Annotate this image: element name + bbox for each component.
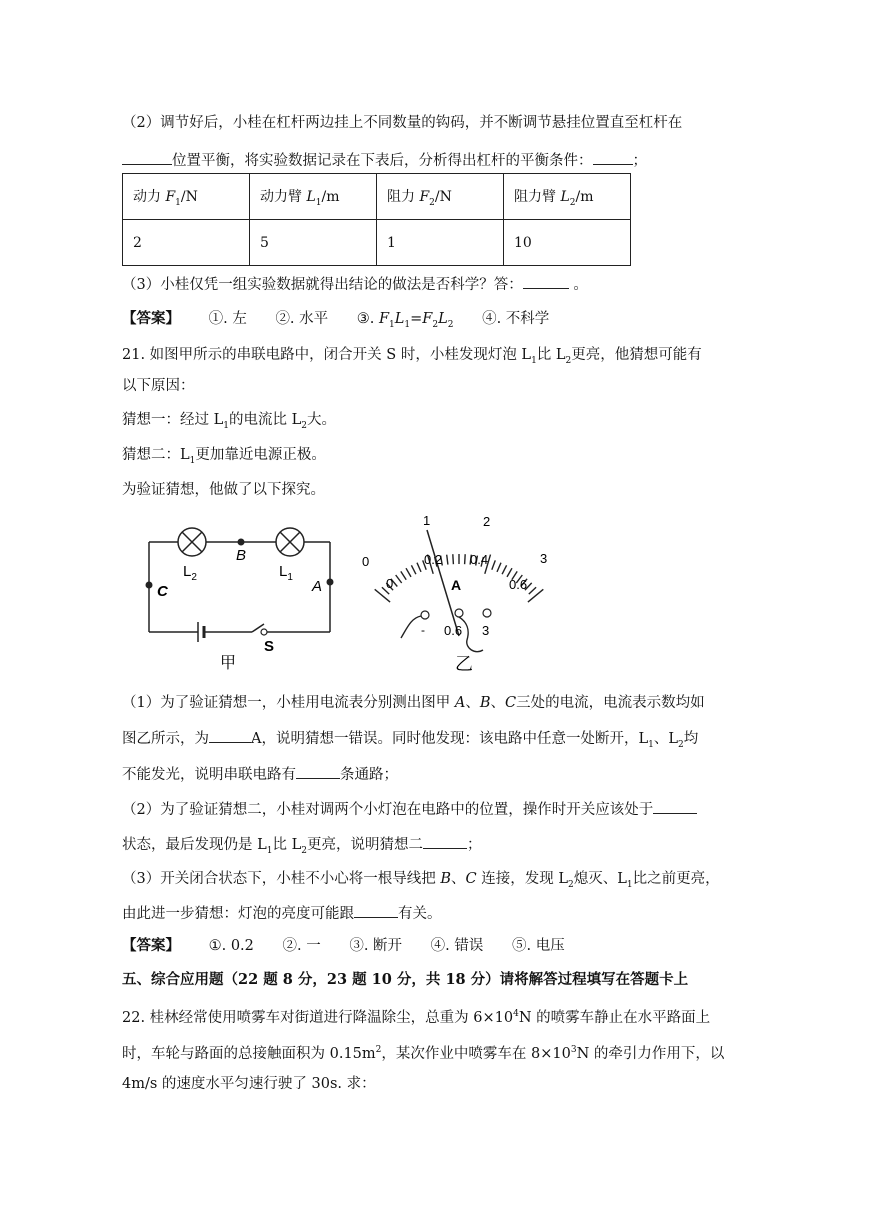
ammeter-diagram xyxy=(355,510,565,680)
switch-s xyxy=(252,624,267,635)
terminal-3 xyxy=(483,609,491,617)
table-header-cell: 动力臂 $L_1/m$ xyxy=(250,174,377,220)
label-c: C xyxy=(157,583,168,600)
terminal-negative xyxy=(421,611,429,619)
q20-part2-line1: （2）调节好后，小桂在杠杆两边挂上不同数量的钩码，并不断调节悬挂位置直至杠杆在 xyxy=(122,115,683,131)
label-b: B xyxy=(236,547,247,564)
q21-s1-line2: 图乙所示，为 A，说明猜想一错误。同时他发现：该电路中任意一处断开，$L_1$、$L_2$均 xyxy=(122,728,698,755)
answer-blank xyxy=(653,799,697,814)
q21-guess1: 猜想一：经过 $L_1$的电流比 $L_2$大。 xyxy=(122,412,336,431)
table-cell: 10 xyxy=(504,220,631,266)
answer-blank xyxy=(209,728,251,743)
q21-s1-line3: 不能发光，说明串联电路有 条通路； xyxy=(122,764,398,785)
scale-tick xyxy=(417,563,421,572)
answer-blank xyxy=(423,834,467,849)
scale-bottom-3: 0.6 xyxy=(509,577,528,592)
terminal-label-3: 3 xyxy=(482,623,490,638)
label-s: S xyxy=(264,638,275,655)
answer-blank xyxy=(593,150,633,165)
table-header-row xyxy=(123,174,631,220)
scale-tick xyxy=(502,565,507,574)
wire-left xyxy=(401,616,421,638)
lever-data-table xyxy=(122,173,631,266)
scale-tick xyxy=(401,571,406,579)
q22-line3: 4m/s 的速度水平匀速行驶了 30s. 求： xyxy=(122,1076,376,1092)
scale-tick xyxy=(396,575,402,583)
scale-bottom-1: 0.2 xyxy=(424,552,443,567)
q20-part2-line2: 位置平衡，将实验数据记录在下表后，分析得出杠杆的平衡条件： ； xyxy=(122,150,647,171)
battery xyxy=(198,622,204,642)
scale-tick xyxy=(465,554,466,564)
caption-jia: 甲 xyxy=(220,655,237,672)
scale-tick xyxy=(492,560,496,569)
table-cell: 5 xyxy=(250,220,377,266)
scale-tick xyxy=(529,587,536,594)
answer-blank xyxy=(122,150,172,165)
table-header-cell: 阻力臂 $L_2/m$ xyxy=(504,174,631,220)
table-cell: 2 xyxy=(123,220,250,266)
scale-top-2: 2 xyxy=(483,514,491,529)
terminal-label-neg: - xyxy=(421,623,425,637)
terminal-0-6 xyxy=(455,609,463,617)
scale-tick xyxy=(497,563,501,572)
q21-line2: 以下原因： xyxy=(122,378,195,394)
unit-a: A xyxy=(451,577,462,593)
label-a: A xyxy=(312,578,323,595)
scale-bottom-0: 0 xyxy=(386,576,394,591)
scale-top-0: 0 xyxy=(362,554,370,569)
junction-c xyxy=(146,582,153,589)
q20-answer: 【答案】 ①. 左 ②. 水平 ③. $F_1L_1=F_2L_2$ ④. 不科学 xyxy=(122,310,550,330)
terminal-label-0-6: 0.6 xyxy=(444,623,463,638)
scale-bottom-2: 0.4 xyxy=(470,552,489,567)
scale-top-3: 3 xyxy=(540,551,548,566)
q21-line1: 21. 如图甲所示的串联电路中，闭合开关 S 时，小桂发现灯泡 $L_1$比 $L_2$更亮，他猜想可能有 xyxy=(122,347,702,366)
q21-s2-line1: （2）为了验证猜想二，小桂对调两个小灯泡在电路中的位置，操作时开关应该处于 xyxy=(122,799,697,820)
q21-s3-line1: （3）开关闭合状态下，小桂不小心将一根导线把 B、C 连接，发现 $L_2$熄灭、$L_1$比之前更亮， xyxy=(122,871,720,890)
table-header-cell: 动力 $F_1/N$ xyxy=(123,174,250,220)
q21-guess2: 猜想二：$L_1$更加靠近电源正极。 xyxy=(122,447,326,466)
label-l1: $L_1$ xyxy=(279,563,293,583)
q21-s1-line1: （1）为了验证猜想一，小桂用电流表分别测出图甲 A、B、C三处的电流，电流表示数均如 xyxy=(122,695,705,711)
scale-tick xyxy=(411,565,416,574)
table-header-cell: 阻力 $F_2/N$ xyxy=(377,174,504,220)
answer-blank xyxy=(296,764,340,779)
table-row xyxy=(123,220,631,266)
circuit-diagram xyxy=(140,518,345,673)
scale-top-1: 1 xyxy=(423,513,431,528)
table-cell: 1 xyxy=(377,220,504,266)
answer-blank xyxy=(354,903,398,918)
scale-tick xyxy=(507,568,512,577)
junction-b xyxy=(238,539,245,546)
answer-blank xyxy=(523,274,569,289)
junction-a xyxy=(327,579,334,586)
scale-tick xyxy=(375,589,390,602)
wire-right xyxy=(459,617,483,652)
q20-part3: （3）小桂仅凭一组实验数据就得出结论的做法是否科学？答： 。 xyxy=(122,274,588,295)
q21-verify: 为验证猜想，他做了以下探究。 xyxy=(122,482,325,498)
lamp-l1 xyxy=(276,528,304,556)
scale-tick xyxy=(406,568,411,577)
q21-s2-line2: 状态，最后发现仍是 $L_1$比 $L_2$更亮，说明猜想二 ； xyxy=(122,834,481,861)
caption-yi: 乙 xyxy=(455,654,473,674)
q22-line2: 时，车轮与路面的总接触面积为 $0.15m^2$，某次作业中喷雾车在 $8\times 10^3N$ 的牵引力作用下，以 xyxy=(122,1045,725,1062)
q21-answer: 【答案】 ①. 0.2 ②. 一 ③. 断开 ④. 错误 ⑤. 电压 xyxy=(122,937,565,954)
scale-tick xyxy=(528,589,543,602)
lamp-l2 xyxy=(178,528,206,556)
q22-line1: 22. 桂林经常使用喷雾车对街道进行降温除尘，总重为 $6\times 10^4N$ 的喷雾车静止在水平路面上 xyxy=(122,1009,711,1026)
section5-heading: 五、综合应用题（22 题 8 分，23 题 10 分，共 18 分）请将解答过程填写在答题卡上 xyxy=(122,971,689,988)
scale-tick xyxy=(447,555,448,565)
scale-tick xyxy=(453,554,454,564)
q21-s3-line2: 由此进一步猜想：灯泡的亮度可能跟 有关。 xyxy=(122,903,442,924)
label-l2: $L_2$ xyxy=(183,563,197,583)
